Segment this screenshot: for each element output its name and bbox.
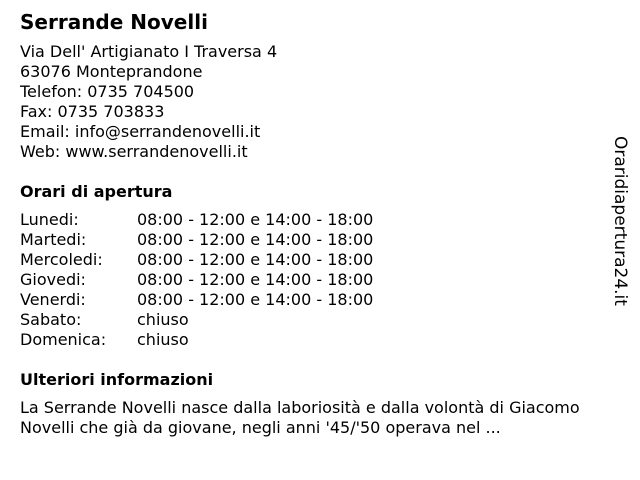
day-hours: chiuso	[137, 310, 189, 329]
city-line: 63076 Monteprandone	[20, 62, 203, 81]
phone-line: Telefon: 0735 704500	[20, 82, 195, 101]
contact-block	[20, 42, 610, 162]
hours-title: Orari di apertura	[20, 182, 173, 201]
hours-row-thursday	[20, 270, 610, 290]
hours-row-wednesday	[20, 250, 610, 270]
day-label: Martedi:	[20, 230, 87, 249]
day-hours: chiuso	[137, 330, 189, 349]
day-label: Sabato:	[20, 310, 82, 329]
day-hours: 08:00 - 12:00 e 14:00 - 18:00	[137, 250, 374, 269]
hours-row-sunday	[20, 330, 610, 350]
hours-row-monday	[20, 210, 610, 230]
hours-row-tuesday	[20, 230, 610, 250]
info-text: La Serrande Novelli nasce dalla laboriosità e dalla volontà di Giacomo Novelli che già da giovane, negli anni '45/'50 operava nel ...	[20, 398, 580, 437]
address-line: Via Dell' Artigianato I Traversa 4	[20, 42, 278, 61]
day-label: Giovedi:	[20, 270, 86, 289]
day-hours: 08:00 - 12:00 e 14:00 - 18:00	[137, 270, 374, 289]
day-hours: 08:00 - 12:00 e 14:00 - 18:00	[137, 210, 374, 229]
business-card	[20, 8, 610, 438]
day-hours: 08:00 - 12:00 e 14:00 - 18:00	[137, 290, 374, 309]
day-label: Lunedi:	[20, 210, 79, 229]
fax-line: Fax: 0735 703833	[20, 102, 165, 121]
day-hours: 08:00 - 12:00 e 14:00 - 18:00	[137, 230, 374, 249]
business-name: Serrande Novelli	[20, 10, 208, 34]
hours-row-saturday	[20, 310, 610, 330]
site-watermark: Oraridiapertura24.it	[610, 136, 630, 306]
day-label: Domenica:	[20, 330, 107, 349]
day-label: Venerdi:	[20, 290, 86, 309]
web-line: Web: www.serrandenovelli.it	[20, 142, 248, 161]
hours-table	[20, 210, 610, 350]
email-line: Email: info@serrandenovelli.it	[20, 122, 261, 141]
hours-row-friday	[20, 290, 610, 310]
day-label: Mercoledi:	[20, 250, 103, 269]
info-title: Ulteriori informazioni	[20, 370, 214, 389]
